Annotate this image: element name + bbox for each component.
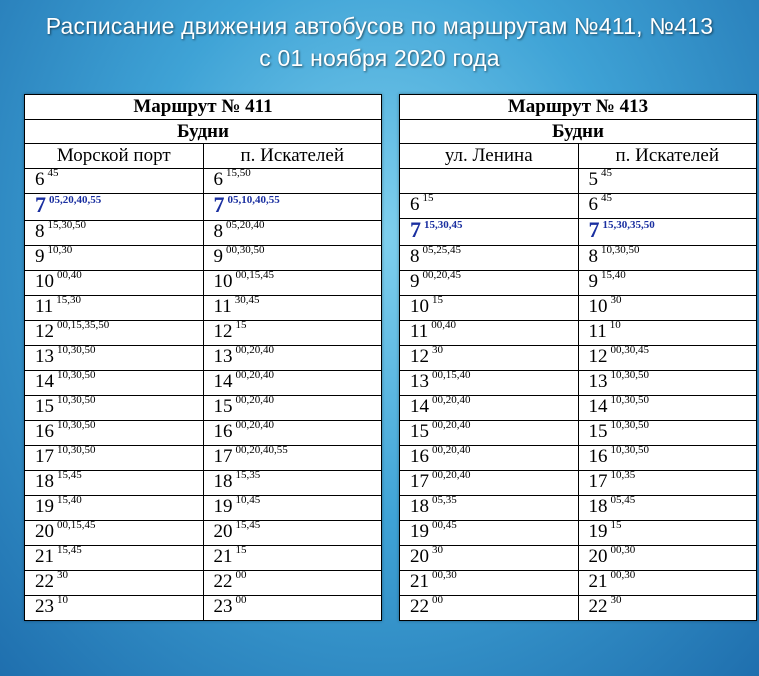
hour: 18 [213, 470, 233, 492]
minutes: 15,30 [56, 293, 82, 306]
minutes: 00 [235, 568, 247, 581]
hour: 10 [213, 270, 233, 292]
hour: 23 [35, 595, 54, 617]
departure-cell-stop-a [400, 370, 579, 395]
route-413-label: Маршрут № 413 [400, 95, 757, 120]
minutes: 05,35 [432, 493, 457, 506]
minutes: 10,30,50 [601, 243, 640, 256]
hour: 14 [35, 370, 54, 392]
departure-cell-stop-b [578, 420, 757, 445]
departure-cell-stop-a [400, 245, 579, 270]
hour: 11 [35, 295, 54, 317]
minutes: 10,45 [235, 493, 261, 506]
minutes: 15,40 [601, 268, 626, 281]
hour: 19 [410, 520, 429, 542]
departure-cell-stop-b [203, 420, 382, 445]
hour: 16 [35, 420, 54, 442]
schedule-row [400, 245, 757, 270]
minutes: 00,15,40 [432, 368, 471, 381]
minutes: 00,40 [431, 318, 457, 331]
departure-cell-stop-b [203, 320, 382, 345]
departure-cell-stop-a [400, 545, 579, 570]
schedule-row [25, 570, 382, 595]
title-line-2: с 01 ноября 2020 года [259, 45, 500, 71]
hour: 14 [213, 370, 233, 392]
departure-cell-stop-a [400, 168, 579, 193]
hour: 18 [35, 470, 54, 492]
minutes: 15,45 [57, 543, 82, 556]
hour: 11 [588, 320, 607, 342]
minutes: 00,30,50 [226, 243, 265, 256]
route-413-panel [399, 94, 757, 621]
schedule-row [25, 193, 382, 220]
schedule-row [400, 445, 757, 470]
minutes: 15,45 [57, 468, 82, 481]
minutes: 00,20,40 [432, 418, 471, 431]
departure-cell-stop-a [400, 345, 579, 370]
minutes: 10 [609, 318, 621, 331]
schedule-row [400, 595, 757, 620]
hour: 12 [213, 320, 233, 342]
departure-cell-stop-b [578, 370, 757, 395]
departure-cell-stop-a [400, 395, 579, 420]
minutes: 10 [57, 593, 68, 606]
hour: 15 [410, 420, 429, 442]
schedule-row [25, 445, 382, 470]
minutes: 00,15,35,50 [57, 318, 110, 331]
route-411-stop-b: п. Искателей [203, 144, 382, 169]
minutes: 10,30,50 [610, 393, 649, 406]
departure-cell-stop-b [203, 345, 382, 370]
schedule-row [400, 270, 757, 295]
departure-cell-stop-a [25, 345, 204, 370]
minutes: 45 [601, 191, 612, 204]
departure-cell-stop-b [578, 445, 757, 470]
hour: 6 [410, 193, 420, 215]
route-413-table [399, 94, 757, 621]
route-413-day-type: Будни [400, 119, 757, 144]
route-413-stop-b: п. Искателей [578, 144, 757, 169]
departure-cell-stop-a [25, 270, 204, 295]
minutes: 10,30,50 [57, 393, 96, 406]
hour: 21 [588, 570, 608, 592]
minutes: 15,50 [226, 166, 251, 179]
minutes: 45 [47, 166, 59, 179]
schedule-row [400, 370, 757, 395]
schedule-row [400, 168, 757, 193]
schedule-row [25, 395, 382, 420]
minutes: 15 [422, 191, 434, 204]
departure-cell-stop-a [400, 270, 579, 295]
hour: 19 [588, 520, 608, 542]
minutes: 30 [57, 568, 68, 581]
schedule-row [25, 595, 382, 620]
minutes: 00,20,40 [235, 418, 274, 431]
hour: 18 [410, 495, 429, 517]
departure-cell-stop-b [578, 495, 757, 520]
hour: 10 [410, 295, 429, 317]
minutes: 00,20,40 [235, 393, 274, 406]
hour: 13 [213, 345, 233, 367]
hour: 15 [588, 420, 608, 442]
departure-cell-stop-a [25, 445, 204, 470]
hour: 15 [213, 395, 233, 417]
hour: 21 [410, 570, 429, 592]
minutes: 05,20,40,55 [49, 193, 102, 206]
departure-cell-stop-b [578, 245, 757, 270]
hour: 7 [213, 191, 225, 217]
hour: 19 [35, 495, 54, 517]
departure-cell-stop-a [25, 570, 204, 595]
departure-cell-stop-b [578, 395, 757, 420]
departure-cell-stop-b [203, 570, 382, 595]
minutes: 15 [432, 293, 443, 306]
departure-cell-stop-a [400, 193, 579, 218]
schedule-row [25, 520, 382, 545]
minutes: 05,25,45 [422, 243, 461, 256]
minutes: 00,30 [610, 568, 636, 581]
minutes: 10,30,50 [57, 443, 96, 456]
schedule-row [25, 470, 382, 495]
schedule-row [25, 420, 382, 445]
route-411-table [24, 94, 382, 621]
hour: 20 [35, 520, 54, 542]
departure-cell-stop-b [578, 218, 757, 245]
departure-cell-stop-b [203, 193, 382, 220]
hour: 22 [410, 595, 429, 617]
minutes: 00,45 [432, 518, 457, 531]
schedule-row [25, 495, 382, 520]
departure-cell-stop-b [203, 545, 382, 570]
departure-cell-stop-b [578, 570, 757, 595]
departure-cell-stop-a [400, 570, 579, 595]
minutes: 15 [235, 543, 247, 556]
schedule-row [400, 520, 757, 545]
minutes: 10,30,50 [610, 418, 649, 431]
hour: 8 [35, 220, 45, 242]
hour: 17 [410, 470, 429, 492]
minutes: 15 [235, 318, 247, 331]
route-411-label: Маршрут № 411 [25, 95, 382, 120]
minutes: 00,20,40 [432, 393, 471, 406]
minutes: 10,35 [610, 468, 636, 481]
departure-cell-stop-a [400, 595, 579, 620]
minutes: 00,30,45 [610, 343, 649, 356]
hour: 20 [213, 520, 233, 542]
route-411-day-type: Будни [25, 119, 382, 144]
departure-cell-stop-b [578, 168, 757, 193]
hour: 22 [213, 570, 233, 592]
departure-cell-stop-b [578, 470, 757, 495]
page-title [0, 10, 759, 74]
hour: 5 [588, 168, 598, 190]
hour: 7 [410, 216, 421, 242]
departure-cell-stop-b [203, 370, 382, 395]
hour: 12 [410, 345, 429, 367]
departure-cell-stop-b [203, 245, 382, 270]
minutes: 30 [610, 293, 622, 306]
hour: 16 [410, 445, 429, 467]
departure-cell-stop-a [25, 220, 204, 245]
minutes: 00,20,40 [235, 343, 274, 356]
hour: 17 [213, 445, 233, 467]
minutes: 00,20,40 [235, 368, 274, 381]
hour: 6 [213, 168, 223, 190]
hour: 20 [588, 545, 608, 567]
hour: 22 [35, 570, 54, 592]
departure-cell-stop-b [578, 545, 757, 570]
minutes: 15,30,45 [424, 218, 463, 231]
departure-cell-stop-a [25, 545, 204, 570]
departure-cell-stop-a [400, 520, 579, 545]
departure-cell-stop-b [578, 520, 757, 545]
minutes: 10,30 [47, 243, 73, 256]
minutes: 00,40 [57, 268, 82, 281]
hour: 12 [35, 320, 54, 342]
departure-cell-stop-b [203, 470, 382, 495]
minutes: 10,30,50 [57, 343, 96, 356]
minutes: 15 [610, 518, 622, 531]
hour: 17 [588, 470, 608, 492]
schedule-row [400, 320, 757, 345]
schedule-row [400, 345, 757, 370]
title-line-1: Расписание движения автобусов по маршрутам №411, №413 [45, 13, 714, 39]
departure-cell-stop-b [203, 495, 382, 520]
hour: 9 [410, 270, 420, 292]
minutes: 00,20,40 [432, 443, 471, 456]
minutes: 15,45 [235, 518, 261, 531]
departure-cell-stop-a [400, 420, 579, 445]
hour: 12 [588, 345, 608, 367]
hour: 8 [213, 220, 223, 242]
minutes: 45 [601, 166, 612, 179]
departure-cell-stop-a [25, 370, 204, 395]
hour: 14 [410, 395, 429, 417]
hour: 7 [588, 216, 600, 242]
hour: 9 [588, 270, 598, 292]
schedule-row [25, 270, 382, 295]
schedule-row [400, 218, 757, 245]
departure-cell-stop-b [578, 595, 757, 620]
schedule-row [25, 370, 382, 395]
minutes: 00,30 [432, 568, 457, 581]
departure-cell-stop-a [25, 595, 204, 620]
departure-cell-stop-a [25, 193, 204, 220]
departure-cell-stop-a [25, 520, 204, 545]
departure-cell-stop-a [400, 218, 579, 245]
departure-cell-stop-b [203, 520, 382, 545]
minutes: 00,30 [610, 543, 636, 556]
minutes: 10,30,50 [610, 368, 649, 381]
departure-cell-stop-b [203, 595, 382, 620]
departure-cell-stop-a [25, 168, 204, 193]
minutes: 00,20,40 [432, 468, 471, 481]
hour: 16 [588, 445, 608, 467]
departure-cell-stop-a [400, 320, 579, 345]
departure-cell-stop-a [400, 470, 579, 495]
minutes: 00,15,45 [57, 518, 96, 531]
minutes: 05,45 [610, 493, 636, 506]
minutes: 15,30,35,50 [602, 218, 655, 231]
hour: 8 [588, 245, 598, 267]
minutes: 30 [610, 593, 622, 606]
departure-cell-stop-b [203, 395, 382, 420]
departure-cell-stop-b [578, 295, 757, 320]
schedule-row [400, 420, 757, 445]
schedule-row [400, 570, 757, 595]
departure-cell-stop-b [203, 445, 382, 470]
minutes: 15,30,50 [47, 218, 86, 231]
minutes: 05,10,40,55 [227, 193, 280, 206]
hour: 6 [35, 168, 45, 190]
hour: 11 [213, 295, 232, 317]
route-411-panel [24, 94, 382, 621]
departure-cell-stop-b [578, 193, 757, 218]
schedule-row [25, 320, 382, 345]
hour: 17 [35, 445, 54, 467]
route-411-stop-a: Морской порт [25, 144, 204, 169]
departure-cell-stop-b [203, 295, 382, 320]
departure-cell-stop-a [25, 420, 204, 445]
schedule-row [400, 193, 757, 218]
hour: 8 [410, 245, 420, 267]
minutes: 10,30,50 [57, 418, 96, 431]
hour: 21 [213, 545, 233, 567]
hour: 6 [588, 193, 598, 215]
departure-cell-stop-a [25, 495, 204, 520]
schedule-row [25, 545, 382, 570]
hour: 14 [588, 395, 608, 417]
departure-cell-stop-a [25, 320, 204, 345]
schedule-row [400, 395, 757, 420]
schedule-row [400, 545, 757, 570]
minutes: 00 [235, 593, 247, 606]
hour: 13 [35, 345, 54, 367]
minutes: 30 [432, 543, 443, 556]
schedule-row [25, 345, 382, 370]
schedule-row [25, 168, 382, 193]
departure-cell-stop-a [25, 395, 204, 420]
departure-cell-stop-a [400, 445, 579, 470]
minutes: 15,35 [235, 468, 261, 481]
minutes: 30 [432, 343, 443, 356]
minutes: 30,45 [234, 293, 260, 306]
departure-cell-stop-a [400, 495, 579, 520]
schedule-row [400, 295, 757, 320]
hour: 15 [35, 395, 54, 417]
hour: 19 [213, 495, 233, 517]
hour: 11 [410, 320, 429, 342]
schedule-row [400, 495, 757, 520]
schedule-row [25, 245, 382, 270]
hour: 13 [410, 370, 429, 392]
hour: 7 [35, 191, 46, 217]
departure-cell-stop-b [203, 168, 382, 193]
hour: 9 [213, 245, 223, 267]
hour: 21 [35, 545, 54, 567]
departure-cell-stop-a [25, 295, 204, 320]
minutes: 10,30,50 [57, 368, 96, 381]
minutes: 00,20,45 [422, 268, 461, 281]
minutes: 10,30,50 [610, 443, 649, 456]
departure-cell-stop-b [578, 320, 757, 345]
minutes: 00,15,45 [235, 268, 274, 281]
departure-cell-stop-a [25, 470, 204, 495]
minutes: 00 [432, 593, 443, 606]
minutes: 00,20,40,55 [235, 443, 288, 456]
hour: 20 [410, 545, 429, 567]
schedule-row [400, 470, 757, 495]
departure-cell-stop-a [400, 295, 579, 320]
schedule-row [25, 295, 382, 320]
hour: 16 [213, 420, 233, 442]
departure-cell-stop-b [578, 270, 757, 295]
hour: 10 [35, 270, 54, 292]
hour: 9 [35, 245, 45, 267]
departure-cell-stop-b [203, 270, 382, 295]
departure-cell-stop-a [25, 245, 204, 270]
hour: 13 [588, 370, 608, 392]
minutes: 15,40 [57, 493, 82, 506]
hour: 23 [213, 595, 233, 617]
hour: 10 [588, 295, 608, 317]
departure-cell-stop-b [203, 220, 382, 245]
route-413-stop-a: ул. Ленина [400, 144, 579, 169]
schedule-row [25, 220, 382, 245]
departure-cell-stop-b [578, 345, 757, 370]
hour: 18 [588, 495, 608, 517]
hour: 22 [588, 595, 608, 617]
minutes: 05,20,40 [226, 218, 265, 231]
